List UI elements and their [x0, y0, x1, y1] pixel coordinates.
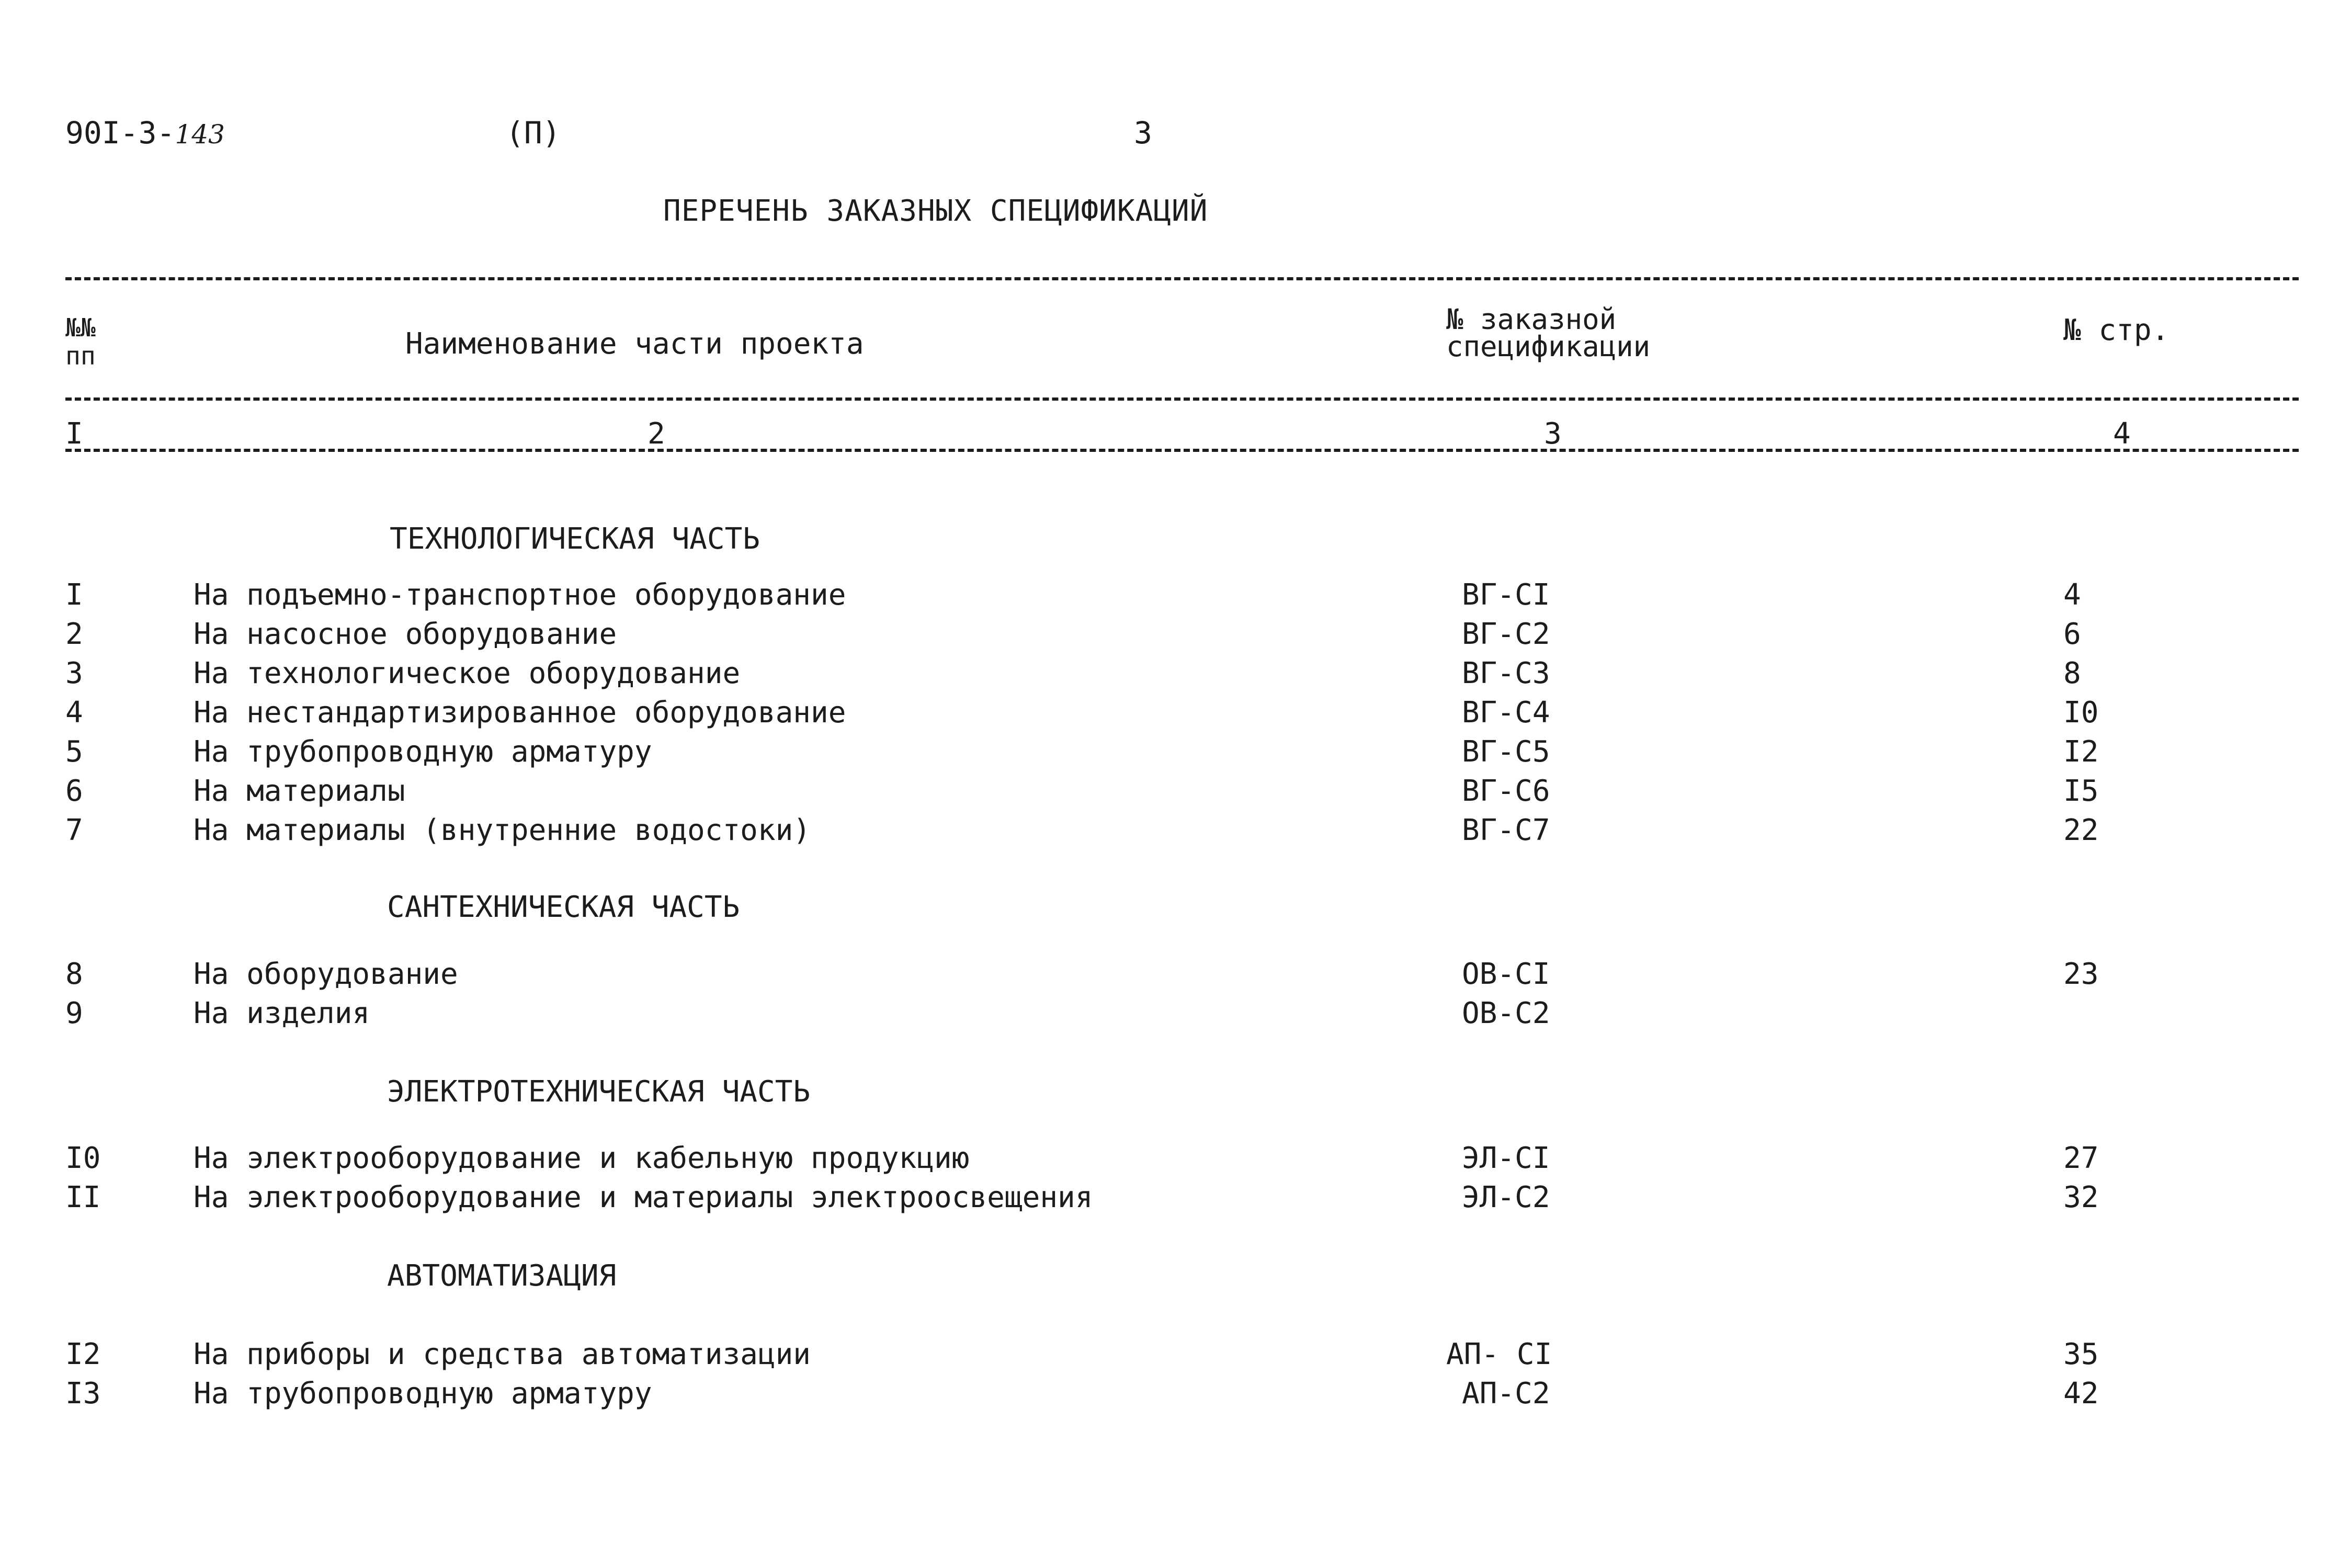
col-name-header: Наименование части проекта	[405, 327, 864, 361]
row-spec: ВГ-СI	[1462, 578, 1550, 612]
row-page: 4	[2063, 578, 2081, 612]
row-spec: ЭЛ-С2	[1462, 1180, 1550, 1214]
row-page: 42	[2063, 1377, 2099, 1411]
page-number: 3	[1134, 115, 1152, 151]
col-spec-header-2: спецификации	[1446, 330, 1651, 363]
row-name: На изделия	[194, 996, 370, 1030]
row-spec: ВГ-С4	[1462, 696, 1550, 730]
row-name: На технологическое оборудование	[194, 656, 741, 690]
section-title-sanitary: САНТЕХНИЧЕСКАЯ ЧАСТЬ	[387, 890, 740, 924]
row-spec: ВГ-С7	[1462, 813, 1550, 847]
row-spec: ОВ-СI	[1462, 957, 1550, 991]
col-index-4: 4	[2113, 417, 2131, 451]
col-index-1: I	[65, 417, 83, 451]
row-num: 5	[65, 735, 83, 769]
row-page: I0	[2063, 696, 2099, 730]
row-spec: АП- СI	[1446, 1337, 1552, 1371]
col-num-header-1: №№	[65, 313, 96, 343]
row-page: 23	[2063, 957, 2099, 991]
document-title: ПЕРЕЧЕНЬ ЗАКАЗНЫХ СПЕЦИФИКАЦИЙ	[663, 194, 1208, 228]
row-name: На насосное оборудование	[194, 617, 617, 651]
row-page: 22	[2063, 813, 2099, 847]
section-title-automation: АВТОМАТИЗАЦИЯ	[387, 1259, 617, 1293]
section-title-electrical: ЭЛЕКТРОТЕХНИЧЕСКАЯ ЧАСТЬ	[387, 1075, 811, 1109]
row-name: На приборы и средства автоматизации	[194, 1337, 811, 1371]
row-page: I5	[2063, 774, 2099, 808]
row-name: На материалы (внутренние водостоки)	[194, 813, 811, 847]
row-spec: ВГ-С3	[1462, 656, 1550, 690]
row-page: I2	[2063, 735, 2099, 769]
row-name: На оборудование	[194, 957, 458, 991]
header-bottom-rule	[65, 397, 2299, 401]
doc-code-printed: 90I-3-	[65, 115, 175, 151]
row-num: 4	[65, 696, 83, 730]
row-spec: ЭЛ-СI	[1462, 1141, 1550, 1175]
col-page-header: № стр.	[2063, 313, 2170, 347]
row-spec: ВГ-С6	[1462, 774, 1550, 808]
index-bottom-rule	[65, 449, 2299, 452]
row-num: 9	[65, 996, 83, 1030]
row-page: 6	[2063, 617, 2081, 651]
row-num: I3	[65, 1377, 101, 1411]
row-name: На материалы	[194, 774, 405, 808]
row-name: На трубопроводную арматуру	[194, 1377, 652, 1411]
row-name: На электрооборудование и материалы электроосвещения	[194, 1180, 1093, 1214]
row-name: На электрооборудование и кабельную продукцию	[194, 1141, 970, 1175]
table-top-rule	[65, 277, 2299, 280]
row-page: 32	[2063, 1180, 2099, 1214]
col-spec-header-1: № заказной	[1446, 303, 1617, 336]
row-page: 8	[2063, 656, 2081, 690]
section-title-technological: ТЕХНОЛОГИЧЕСКАЯ ЧАСТЬ	[390, 522, 760, 556]
row-spec: ВГ-С5	[1462, 735, 1550, 769]
row-num: I2	[65, 1337, 101, 1371]
row-name: На нестандартизированное оборудование	[194, 696, 846, 730]
row-name: На подъемно-транспортное оборудование	[194, 578, 846, 612]
row-page: 27	[2063, 1141, 2099, 1175]
doc-code-handwritten: 143	[175, 119, 225, 150]
row-num: 8	[65, 957, 83, 991]
row-num: I0	[65, 1141, 101, 1175]
row-num: 3	[65, 656, 83, 690]
row-num: 2	[65, 617, 83, 651]
col-index-3: 3	[1544, 417, 1562, 451]
row-num: 6	[65, 774, 83, 808]
row-num: II	[65, 1180, 101, 1214]
row-num: 7	[65, 813, 83, 847]
col-index-2: 2	[648, 417, 665, 451]
col-num-header-2: пп	[65, 342, 96, 371]
row-spec: ОВ-С2	[1462, 996, 1550, 1030]
row-spec: ВГ-С2	[1462, 617, 1550, 651]
row-page: 35	[2063, 1337, 2099, 1371]
row-name: На трубопроводную арматуру	[194, 735, 652, 769]
row-spec: АП-С2	[1462, 1377, 1550, 1411]
doc-code	[65, 116, 225, 151]
row-num: I	[65, 578, 83, 612]
doc-variant: (П)	[506, 115, 561, 151]
